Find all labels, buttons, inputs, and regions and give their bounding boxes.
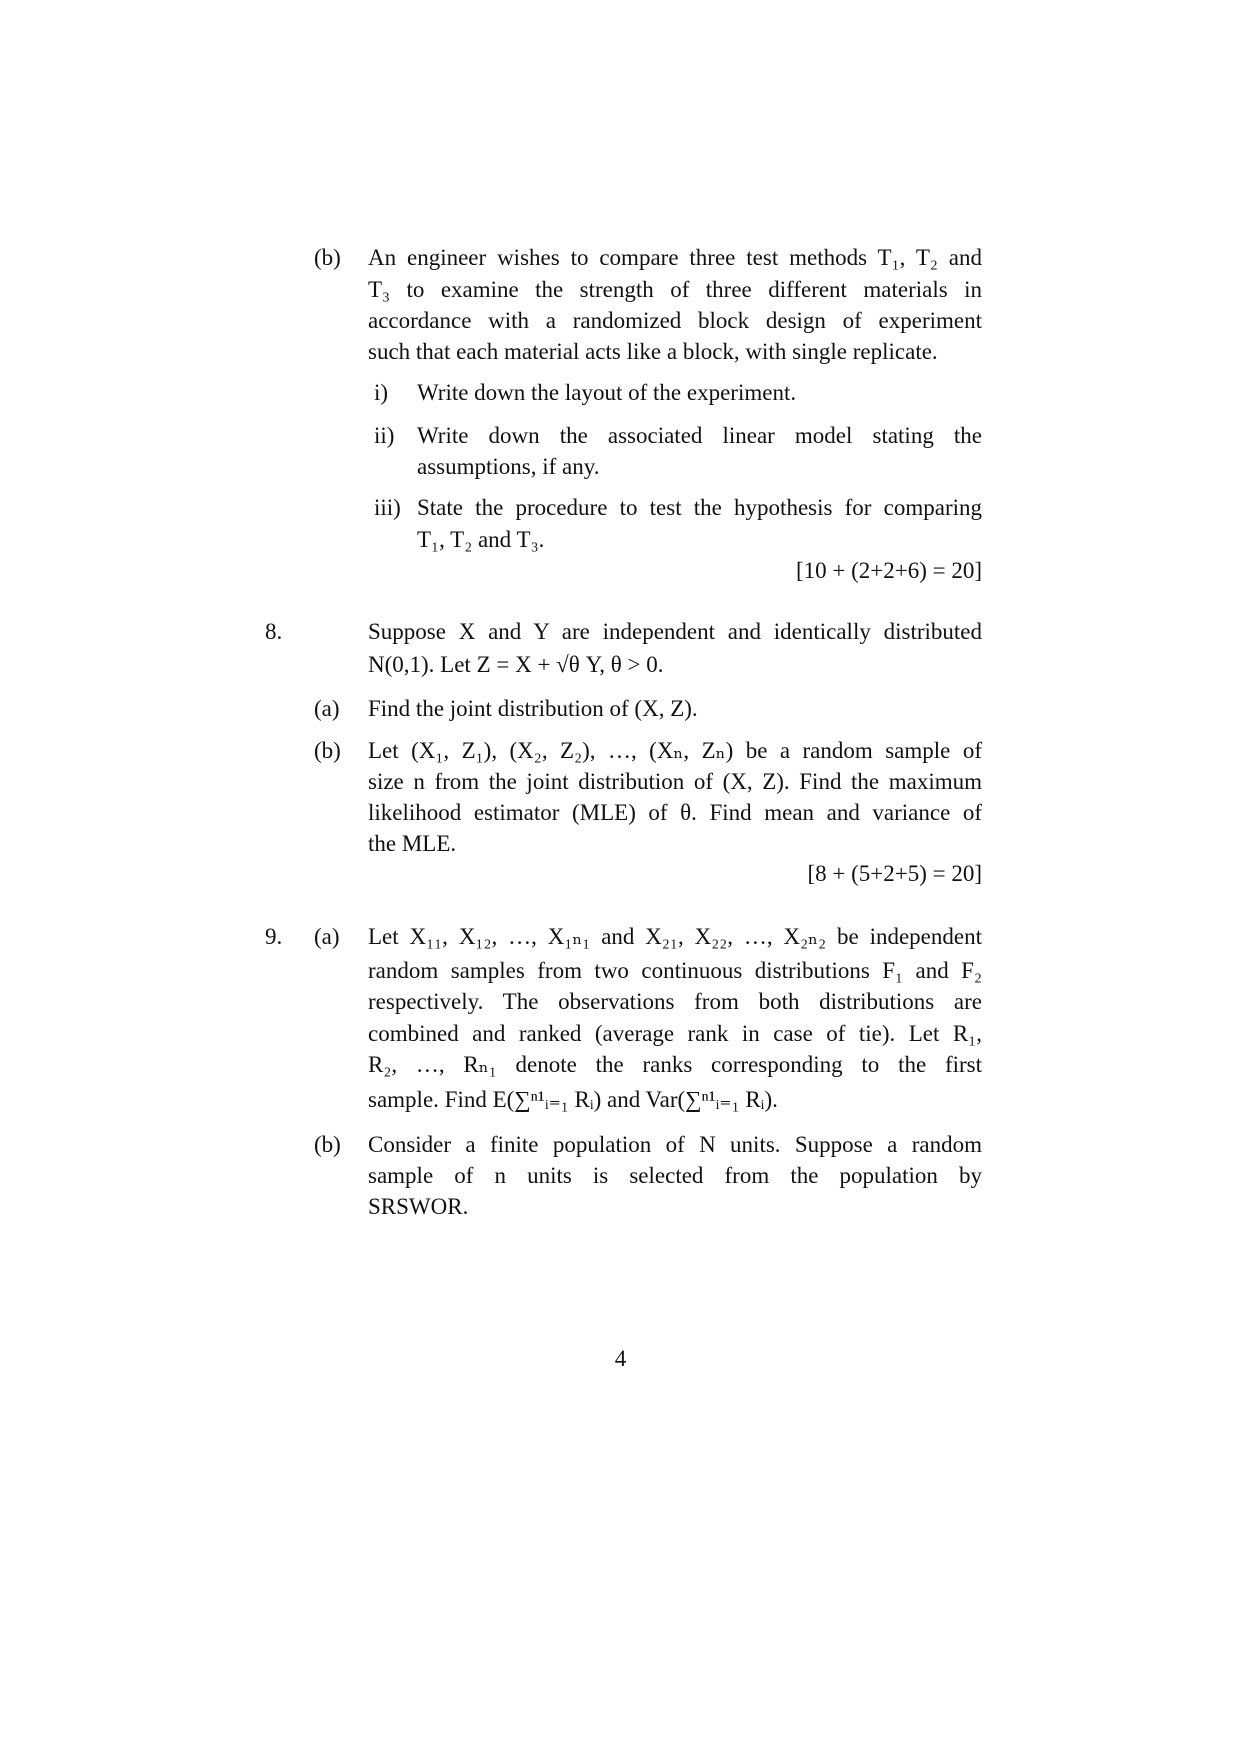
q9a-line-3: respectively. The observations from both distributions are — [368, 989, 982, 1014]
q9b-line-3: SRSWOR. — [368, 1194, 469, 1219]
q8b-label: (b) — [314, 738, 341, 763]
q8b-line-2: size n from the joint distribution of (X, Z). Find the maximum — [368, 769, 982, 794]
q9a-line-6: sample. Find E(∑ⁿ¹ᵢ₌₁ Rᵢ) and Var(∑ⁿ¹ᵢ₌₁ Rᵢ). — [368, 1087, 778, 1112]
q7b-part-i-text: Write down the layout of the experiment. — [417, 380, 797, 405]
q9b-label: (b) — [314, 1132, 341, 1157]
q9a-line-2: random samples from two continuous distributions F₁ and F₂ — [368, 958, 982, 983]
q9a-line-5: R₂, …, Rₙ₁ denote the ranks corresponding to the first — [368, 1052, 982, 1077]
q9a-line-4: combined and ranked (average rank in case of tie). Let R₁, — [368, 1021, 982, 1046]
q7b-line-4: such that each material acts like a block, with single replicate. — [368, 339, 938, 364]
q7b-part-iii-label: iii) — [374, 495, 401, 520]
q7b-label: (b) — [314, 245, 341, 270]
q8b-line-1: Let (X₁, Z₁), (X₂, Z₂), …, (Xₙ, Zₙ) be a random sample of — [368, 738, 982, 763]
page-number: 4 — [614, 1346, 627, 1371]
q7-marks: [10 + (2+2+6) = 20] — [795, 558, 982, 583]
q7b-line-2: T₃ to examine the strength of three different materials in — [368, 277, 982, 302]
q8a-label: (a) — [314, 696, 340, 721]
q8b-line-3: likelihood estimator (MLE) of θ. Find mean and variance of — [368, 800, 982, 825]
q8-marks: [8 + (5+2+5) = 20] — [807, 861, 982, 886]
q9-number: 9. — [265, 924, 283, 949]
q8a-text: Find the joint distribution of (X, Z). — [368, 696, 698, 721]
q7b-part-ii-label: ii) — [374, 423, 395, 448]
q8-number: 8. — [265, 619, 283, 644]
q7b-line-3: accordance with a randomized block design of experiment — [368, 308, 982, 333]
q9b-line-1: Consider a finite population of N units. Suppose a random — [368, 1132, 982, 1157]
q7b-part-ii-line-2: assumptions, if any. — [417, 454, 600, 479]
q7b-part-ii-line-1: Write down the associated linear model stating the — [417, 423, 982, 448]
q9a-line-1: Let X₁₁, X₁₂, …, X₁ₙ₁ and X₂₁, X₂₂, …, X₂ₙ₂ be independent — [368, 924, 982, 949]
q9b-line-2: sample of n units is selected from the population by — [368, 1163, 982, 1188]
q9a-label: (a) — [314, 924, 340, 949]
q7b-part-iii-line-1: State the procedure to test the hypothesis for comparing — [417, 495, 982, 520]
q8-intro-line-2: N(0,1). Let Z = X + √θ Y, θ > 0. — [368, 652, 664, 677]
q7b-part-iii-line-2: T₁, T₂ and T₃. — [417, 527, 545, 552]
q8b-line-4: the MLE. — [368, 831, 457, 856]
q7b-line-1: An engineer wishes to compare three test methods T₁, T₂ and — [368, 245, 982, 270]
q8-intro-line-1: Suppose X and Y are independent and identically distributed — [368, 619, 982, 644]
q7b-part-i-label: i) — [374, 380, 389, 405]
